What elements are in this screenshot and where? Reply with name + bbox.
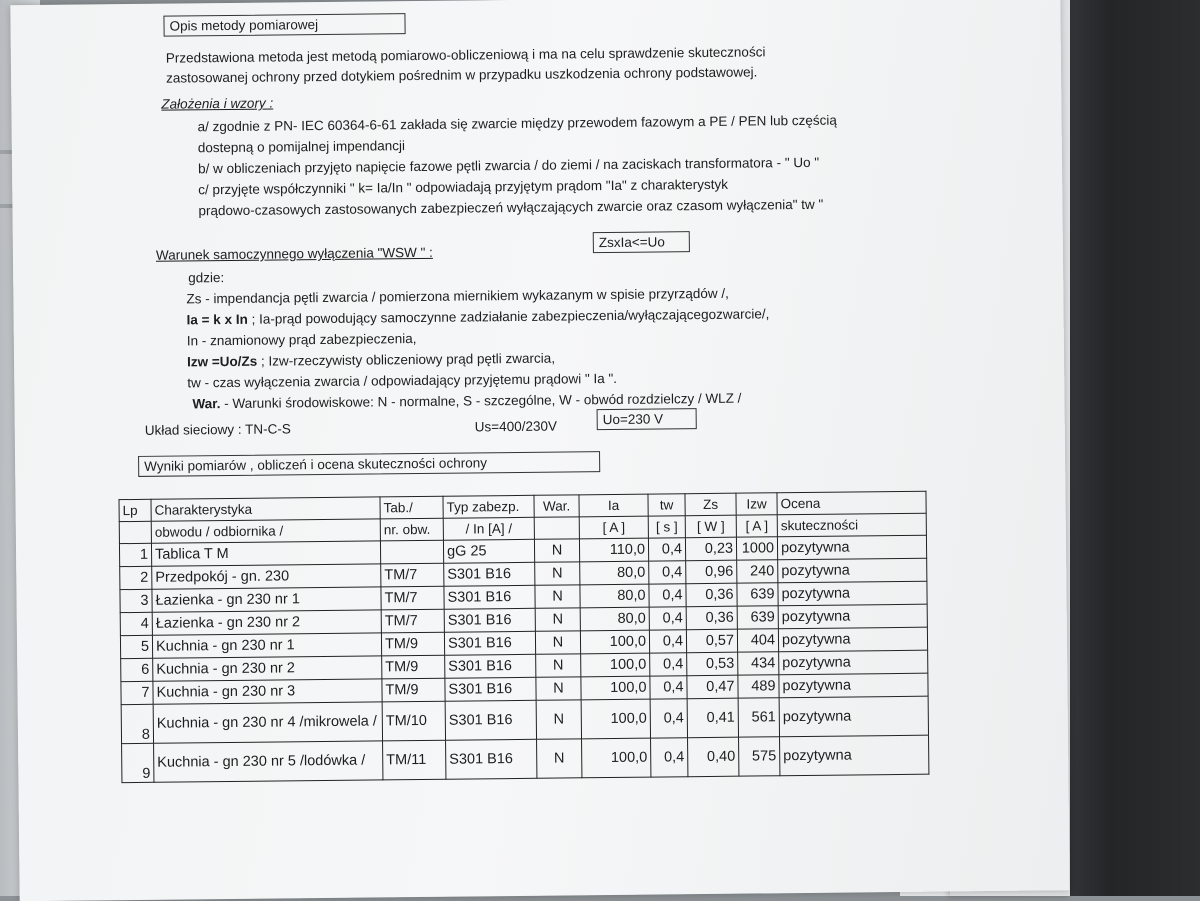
cell-name: Tablica T M [151, 541, 380, 566]
definition-ia-text: ; Ia-prąd powodujący samoczynne zadziałanie zabezpieczenia/wyłączającegozwarcie/, [247, 306, 770, 327]
results-title-box [138, 451, 600, 477]
cell-ia: 110,0 [579, 538, 648, 562]
cell-ocena: pozytywna [780, 735, 929, 776]
cell-tab: TM/10 [382, 701, 445, 741]
header2-tab: nr. obw. [380, 518, 443, 541]
header-characteristic: Charakterystyka [151, 497, 380, 521]
cell-war: N [536, 654, 581, 677]
cell-type: S301 B16 [444, 631, 535, 655]
condition-formula-box [593, 231, 690, 253]
header2-tw: [ s ] [648, 516, 685, 538]
cell-war: N [537, 739, 582, 778]
cell-lp: 7 [121, 681, 153, 704]
cell-izw: 404 [737, 629, 778, 652]
cell-type: S301 B16 [444, 585, 535, 609]
header2-characteristic: obwodu / odbiornika / [151, 519, 380, 543]
cell-zs: 0,53 [687, 652, 738, 676]
cell-zs: 0,40 [688, 737, 739, 777]
header2-zs: [ W ] [685, 515, 736, 538]
cell-tw: 0,4 [650, 676, 687, 699]
cell-tab: TM/9 [382, 678, 445, 702]
cell-type: S301 B16 [445, 700, 536, 740]
definition-ia-formula: Ia = k x In [186, 311, 248, 328]
cell-ia: 80,0 [580, 607, 649, 631]
cell-izw: 434 [738, 652, 779, 675]
cell-name: Kuchnia - gn 230 nr 2 [153, 656, 382, 681]
network-us: Us=400/230V [474, 418, 558, 435]
cell-ia: 100,0 [581, 653, 650, 677]
cell-izw: 561 [738, 698, 779, 737]
header2-izw: [ A ] [736, 515, 777, 537]
cell-ia: 100,0 [580, 630, 649, 654]
cell-ocena: pozytywna [779, 650, 928, 675]
cell-izw: 639 [737, 606, 778, 629]
cell-lp: 9 [122, 743, 154, 782]
cell-lp: 2 [120, 566, 152, 589]
definition-izw-formula: Izw =Uo/Zs [186, 353, 258, 370]
cell-tab: TM/7 [381, 563, 444, 587]
cell-lp: 1 [119, 543, 151, 566]
cell-ocena: pozytywna [778, 627, 927, 652]
cell-zs: 0,36 [686, 606, 737, 630]
cell-lp: 4 [120, 612, 152, 635]
header2-war [534, 517, 579, 539]
network-uo-box [597, 408, 697, 430]
cell-ocena: pozytywna [778, 581, 927, 606]
header-tab: Tab./ [380, 496, 443, 519]
cell-tw: 0,4 [649, 607, 686, 630]
cell-ocena: pozytywna [779, 696, 928, 737]
cell-tab: TM/7 [381, 609, 444, 633]
network-uo: Uo=230 V [602, 411, 664, 428]
cell-ocena: pozytywna [778, 604, 927, 629]
header-izw: Izw [736, 493, 777, 515]
condition-formula: ZsxIa<=Uo [598, 234, 665, 251]
cell-type: S301 B16 [445, 654, 536, 678]
header2-type: / In [A] / [443, 517, 534, 540]
cell-ocena: pozytywna [778, 558, 927, 583]
cell-lp: 3 [120, 589, 152, 612]
cell-war: N [535, 608, 580, 631]
cell-izw: 575 [739, 737, 780, 776]
document-page [10, 0, 1069, 901]
cell-ia: 80,0 [580, 561, 649, 585]
definition-ia [187, 306, 770, 327]
definition-zs: Zs - impendancja pętli zwarcia / pomierzona miernikiem wykazanym w spisie przyrządów /, [186, 285, 729, 307]
cell-war: N [535, 562, 580, 585]
cell-war: N [535, 631, 580, 654]
cell-name: Przedpokój - gn. 230 [152, 564, 381, 589]
cell-zs: 0,57 [686, 629, 737, 653]
assumptions-heading: Założenia i wzory : [161, 95, 274, 112]
header2-lp [119, 521, 151, 543]
cell-zs: 0,36 [686, 583, 737, 607]
cell-type: S301 B16 [444, 562, 535, 586]
cell-tw: 0,4 [649, 630, 686, 653]
assumption-b: b/ w obliczeniach przyjęto napięcie fazowe pętli zwarcia / do ziemi / na zaciskach transformatora - " Uo " [197, 154, 820, 177]
cell-izw: 489 [738, 675, 779, 698]
where-label: gdzie: [188, 270, 225, 286]
definition-tw: tw - czas wyłączenia zwarcia / odpowiadający przyjętemu prądowi " Ia ". [187, 370, 618, 391]
cell-name: Łazienka - gn 230 nr 1 [152, 587, 381, 612]
cell-type: S301 B16 [444, 608, 535, 632]
cell-war: N [536, 677, 581, 700]
intro-line-2: zastosowanej ochrony przed dotykiem pośrednim w przypadku uszkodzenia ochrony podstawowej. [166, 64, 758, 86]
cell-lp: 6 [121, 658, 153, 681]
cell-war: N [536, 700, 581, 739]
cell-ia: 100,0 [581, 676, 650, 700]
header2-ia: [ A ] [579, 516, 648, 539]
cell-tab: TM/9 [382, 655, 445, 679]
results-table [118, 491, 929, 783]
header-zs: Zs [685, 493, 736, 516]
cell-name: Kuchnia - gn 230 nr 4 /mikrowela / [153, 702, 382, 743]
header-war: War. [534, 495, 579, 517]
cell-name: Łazienka - gn 230 nr 2 [152, 610, 381, 635]
cell-izw: 1000 [736, 537, 777, 560]
cell-tab: TM/7 [381, 586, 444, 610]
intro-line-1: Przedstawiona metoda jest metodą pomiarowo-obliczeniową i ma na celu sprawdzenie skuteczności [165, 44, 766, 66]
assumption-c1: c/ przyjęte współczynniki " k= Ia/In " odpowiadają przyjętym prądom "Ia" z charakterystyk [198, 176, 729, 198]
cell-zs: 0,47 [687, 675, 738, 699]
header2-ocena: skuteczności [777, 513, 926, 537]
cell-tab: TM/11 [383, 740, 446, 780]
definition-war-text: - Warunki środowiskowe: N - normalne, S - szczególne, W - obwód rozdzielczy / WLZ / [220, 390, 742, 412]
cell-tw: 0,4 [649, 561, 686, 584]
cell-war: N [535, 585, 580, 608]
cell-ia: 100,0 [581, 699, 650, 739]
cell-name: Kuchnia - gn 230 nr 1 [152, 633, 381, 658]
cell-zs: 0,23 [685, 537, 736, 561]
assumption-c2: prądowo-czasowych zastosowanych zabezpieczeń wyłączających zwarcie oraz czasom wyłączenia" tw " [198, 196, 824, 219]
cell-tw: 0,4 [648, 538, 685, 561]
cell-war: N [534, 539, 579, 562]
definition-in: In - znamionowy prąd zabezpieczenia, [186, 331, 417, 349]
cell-tw: 0,4 [651, 738, 688, 777]
header-tw: tw [648, 494, 685, 516]
cell-zs: 0,41 [687, 698, 738, 738]
cell-izw: 639 [737, 583, 778, 606]
cell-name: Kuchnia - gn 230 nr 5 /lodówka / [154, 741, 383, 782]
cell-tw: 0,4 [649, 584, 686, 607]
network-system: Układ sieciowy : TN-C-S [144, 421, 291, 438]
header-ia: Ia [579, 494, 648, 517]
cell-izw: 240 [737, 560, 778, 583]
cell-lp: 8 [121, 704, 153, 743]
section-title: Opis metody pomiarowej [169, 17, 319, 34]
cell-tw: 0,4 [650, 653, 687, 676]
section-title-box [163, 13, 405, 37]
cell-lp: 5 [120, 635, 152, 658]
cell-zs: 0,96 [686, 560, 737, 584]
condition-heading: Warunek samoczynnego wyłączenia "WSW " : [155, 244, 433, 263]
cell-ia: 100,0 [582, 738, 651, 778]
definition-izw [187, 351, 555, 370]
cell-tab [380, 540, 443, 564]
cell-ocena: pozytywna [777, 535, 926, 560]
definition-war-label: War. [192, 396, 221, 412]
cell-type: gG 25 [443, 539, 534, 563]
cell-ia: 80,0 [580, 584, 649, 608]
header-lp: Lp [119, 499, 151, 521]
cell-ocena: pozytywna [779, 673, 928, 698]
results-title: Wyniki pomiarów , obliczeń i ocena skuteczności ochrony [144, 455, 487, 474]
definition-izw-text: ; Izw-rzeczywisty obliczeniowy prąd pętli zwarcia, [257, 350, 556, 369]
table-row [122, 735, 929, 782]
cell-tab: TM/9 [381, 632, 444, 656]
assumption-a1: a/ zgodnie z PN- IEC 60364-6-61 zakłada się zwarcie między przewodem fazowym a PE / PEN lub częścią [197, 112, 837, 135]
header-type: Typ zabezp. [443, 495, 534, 518]
header-ocena: Ocena [777, 491, 926, 515]
cell-name: Kuchnia - gn 230 nr 3 [153, 679, 382, 704]
cell-type: S301 B16 [446, 739, 537, 779]
dark-surface [1050, 0, 1200, 896]
cell-tw: 0,4 [650, 699, 687, 738]
cell-type: S301 B16 [445, 677, 536, 701]
assumption-a2: dostepną o pomijalnej impendancji [197, 138, 406, 156]
